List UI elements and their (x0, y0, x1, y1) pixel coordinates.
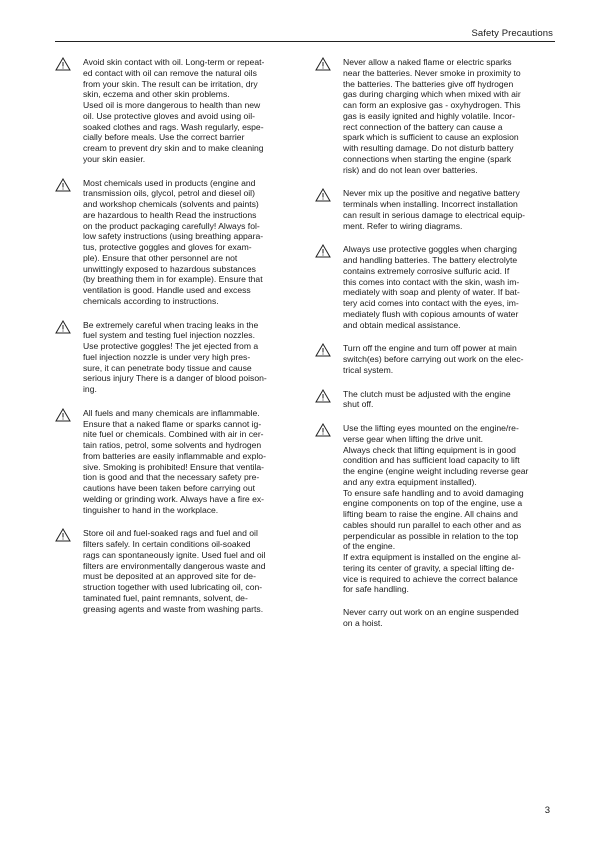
header-divider (55, 41, 555, 42)
safety-item (315, 244, 560, 330)
safety-item (315, 389, 560, 411)
warning-triangle-icon (315, 57, 331, 71)
safety-item (55, 57, 300, 165)
warning-triangle-icon (55, 57, 71, 71)
warning-triangle-icon (55, 178, 71, 192)
safety-text: Avoid skin contact with oil. Long-term or repeat- ed contact with oil can remove the natural oils from your skin. The result can be irritation, dry skin, eczema and other skin problems. Used oil is more dangerous to health than new oil. Use protective gloves and avoid using oil- soaked clothes and rags. Wash regularly, espe- cially before meals. Use the correct barrier cream to prevent dry skin and to make cleaning your skin easier. (83, 57, 265, 164)
page-header-title: Safety Precautions (471, 28, 553, 39)
safety-item (55, 320, 300, 395)
safety-item (315, 188, 560, 231)
safety-item (315, 423, 560, 629)
warning-triangle-icon (315, 188, 331, 202)
left-column (55, 57, 300, 627)
safety-text: Store oil and fuel-soaked rags and fuel and oil filters safely. In certain conditions oil-soaked rags can spontaneously ignite. Used fuel and oil filters are environmentally dangerous waste and must be deposited at an approved site for de- struction together with used lubricating oil, con- taminated fuel, paint remnants, solvent, de- greasing agents and waste from washing parts. (83, 528, 266, 614)
safety-item (55, 178, 300, 307)
safety-text: Turn off the engine and turn off power at main switch(es) before carrying out work on the elec- trical system. (343, 343, 524, 375)
safety-text: Never mix up the positive and negative battery terminals when installing. Incorrect installation can result in serious damage to electrical equip- ment. Refer to wiring diagrams. (343, 188, 525, 231)
safety-text: Most chemicals used in products (engine and transmission oils, glycol, petrol and diesel oil) and workshop chemicals (solvents and paints) are hazardous to health Read the instructions on the product packaging carefully! Always fol- low safety instructions (using breathing appara- tus, protective goggles and gloves for exam- ple). Ensure that other personnel are not unwittingly exposed to hazardous substances (by breathing them in for example). Ensure that ventilation is good. Handle used and excess chemicals according to instructions. (83, 177, 264, 306)
warning-triangle-icon (55, 528, 71, 542)
safety-text: Be extremely careful when tracing leaks in the fuel system and testing fuel injection nozzles. Use protective goggles! The jet ejected from a fuel injection nozzle is under very high pres- sure, it can penetrate body tissue and cause serious injury There is a danger of blood poison- ing. (83, 319, 267, 394)
safety-item (315, 57, 560, 175)
warning-triangle-icon (315, 244, 331, 258)
warning-triangle-icon (55, 408, 71, 422)
safety-item (315, 343, 560, 375)
safety-item (55, 408, 300, 516)
safety-text: Use the lifting eyes mounted on the engine/re- verse gear when lifting the drive unit. Always check that lifting equipment is in good condition and has sufficient load capacity to lift the engine (engine weight including reverse gear and any extra equipment installed). To ensure safe handling and to avoid damaging engine components on top of the engine, use a lifting beam to raise the engine. All chains and cables should run parallel to each other and as perpendicular as possible in relation to the top of the engine. If extra equipment is installed on the engine al- tering its center of gravity, a special lifting de- vice is required to achieve the correct balance for safe handling. (343, 423, 529, 595)
hoist-warning-text: Never carry out work on an engine suspended on a hoist. (343, 607, 519, 628)
warning-triangle-icon (315, 389, 331, 403)
warning-triangle-icon (55, 320, 71, 334)
warning-triangle-icon (315, 343, 331, 357)
right-column (315, 57, 560, 642)
safety-text: Always use protective goggles when charging and handling batteries. The battery electrolyte contains extremely corrosive sulfuric acid. If this comes into contact with the skin, wash im- mediately with soap and plenty of water. If bat- tery acid comes into contact with the eyes, im- mediately flush with copious amounts of water and obtain medical assistance. (343, 244, 520, 330)
safety-item (55, 528, 300, 614)
page-number: 3 (544, 805, 550, 816)
safety-text: All fuels and many chemicals are inflammable. Ensure that a naked flame or sparks cannot ig- nite fuel or chemicals. Combined with air in cer- tain ratios, petrol, some solvents and hydrogen from batteries are easily inflammable and explo- sive. Smoking is prohibited! Ensure that ventila- tion is good and that the necessary safety pre- cautions have been taken before carrying out welding or grinding work. Always have a fire ex- tinguisher to hand in the workplace. (83, 407, 266, 515)
warning-triangle-icon (315, 423, 331, 437)
safety-text: Never allow a naked flame or electric sparks near the batteries. Never smoke in proximity to the batteries. The batteries give off hydrogen gas during charging which when mixed with air can form an explosive gas - oxyhydrogen. This gas is easily ignited and highly volatile. Incor- rect connection of the battery can cause a spark which is sufficient to cause an explosion with resulting damage. Do not disturb battery connections when starting the engine (spark risk) and do not lean over batteries. (343, 57, 521, 175)
safety-text: The clutch must be adjusted with the engine shut off. (343, 388, 511, 410)
